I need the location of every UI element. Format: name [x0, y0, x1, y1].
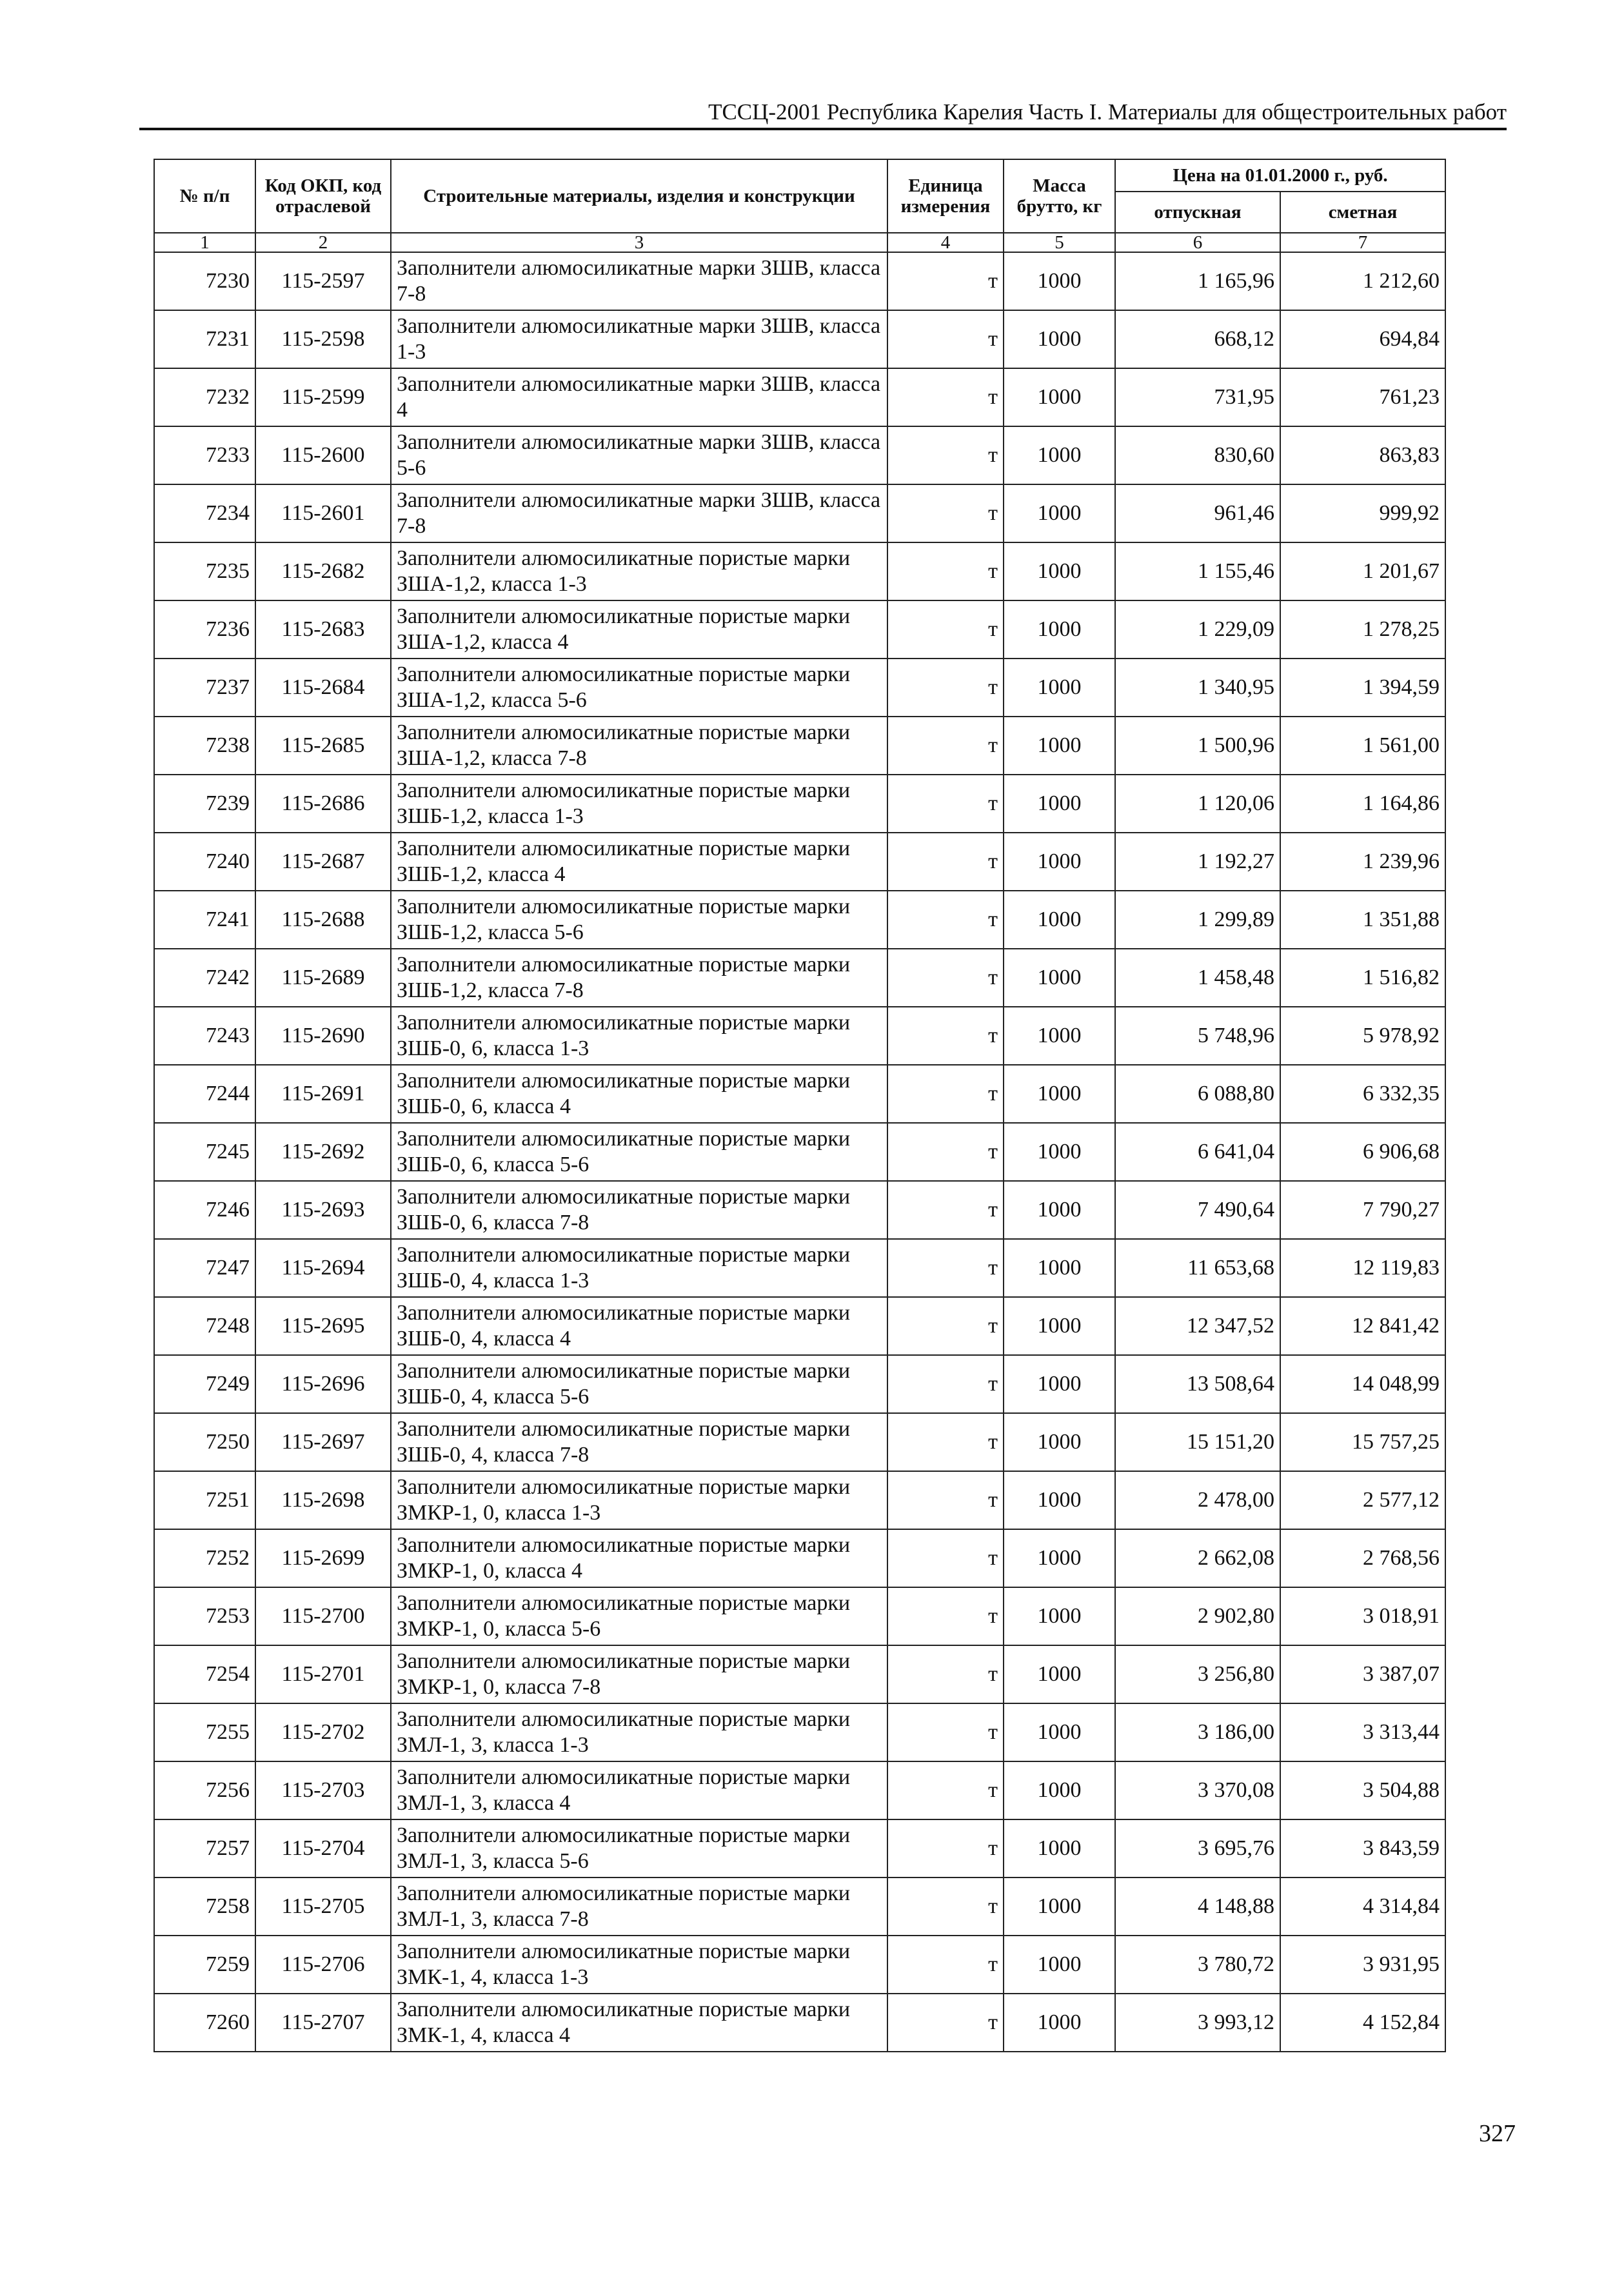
material-name: Заполнители алюмосиликатные пористые марки ЗША-1,2, класса 4 — [391, 600, 887, 659]
price-release: 2 902,80 — [1115, 1587, 1280, 1645]
price-release: 668,12 — [1115, 310, 1280, 368]
table-row — [154, 1819, 1445, 1878]
table-row — [154, 659, 1445, 717]
okp-code: 115-2698 — [255, 1471, 391, 1529]
table-row — [154, 1471, 1445, 1529]
table-row — [154, 1936, 1445, 1994]
row-number: 7243 — [154, 1007, 255, 1065]
column-number: 6 — [1115, 233, 1280, 252]
table-row — [154, 775, 1445, 833]
price-estimate: 12 119,83 — [1280, 1239, 1445, 1297]
price-estimate: 1 201,67 — [1280, 542, 1445, 600]
row-number: 7234 — [154, 484, 255, 542]
row-number: 7231 — [154, 310, 255, 368]
row-number: 7250 — [154, 1413, 255, 1471]
price-release: 5 748,96 — [1115, 1007, 1280, 1065]
price-release: 1 500,96 — [1115, 717, 1280, 775]
okp-code: 115-2691 — [255, 1065, 391, 1123]
okp-code: 115-2706 — [255, 1936, 391, 1994]
material-name: Заполнители алюмосиликатные пористые марки ЗША-1,2, класса 5-6 — [391, 659, 887, 717]
row-number: 7246 — [154, 1181, 255, 1239]
gross-mass: 1000 — [1004, 1761, 1115, 1819]
gross-mass: 1000 — [1004, 1181, 1115, 1239]
okp-code: 115-2694 — [255, 1239, 391, 1297]
unit-of-measure: т — [887, 1355, 1004, 1413]
okp-code: 115-2702 — [255, 1703, 391, 1761]
price-estimate: 6 332,35 — [1280, 1065, 1445, 1123]
price-estimate: 863,83 — [1280, 426, 1445, 484]
table-row — [154, 1587, 1445, 1645]
unit-of-measure: т — [887, 310, 1004, 368]
gross-mass: 1000 — [1004, 1878, 1115, 1936]
material-name: Заполнители алюмосиликатные пористые марки ЗШБ-0, 6, класса 1-3 — [391, 1007, 887, 1065]
unit-of-measure: т — [887, 1181, 1004, 1239]
gross-mass: 1000 — [1004, 1645, 1115, 1703]
material-name: Заполнители алюмосиликатные пористые марки ЗШБ-0, 4, класса 5-6 — [391, 1355, 887, 1413]
material-name: Заполнители алюмосиликатные пористые марки ЗМКР-1, 0, класса 1-3 — [391, 1471, 887, 1529]
price-release: 1 340,95 — [1115, 659, 1280, 717]
unit-of-measure: т — [887, 833, 1004, 891]
unit-of-measure: т — [887, 891, 1004, 949]
row-number: 7233 — [154, 426, 255, 484]
unit-of-measure: т — [887, 949, 1004, 1007]
table-row — [154, 1297, 1445, 1355]
unit-of-measure: т — [887, 1529, 1004, 1587]
price-release: 3 695,76 — [1115, 1819, 1280, 1878]
row-number: 7252 — [154, 1529, 255, 1587]
gross-mass: 1000 — [1004, 717, 1115, 775]
unit-of-measure: т — [887, 659, 1004, 717]
material-name: Заполнители алюмосиликатные пористые марки ЗМК-1, 4, класса 4 — [391, 1994, 887, 2052]
material-name: Заполнители алюмосиликатные марки ЗШВ, класса 4 — [391, 368, 887, 426]
price-estimate: 3 387,07 — [1280, 1645, 1445, 1703]
gross-mass: 1000 — [1004, 252, 1115, 310]
header-price-estimate: сметная — [1280, 192, 1445, 233]
okp-code: 115-2707 — [255, 1994, 391, 2052]
header-name: Строительные материалы, изделия и конструкции — [391, 159, 887, 233]
price-estimate: 761,23 — [1280, 368, 1445, 426]
okp-code: 115-2682 — [255, 542, 391, 600]
row-number: 7249 — [154, 1355, 255, 1413]
gross-mass: 1000 — [1004, 1994, 1115, 2052]
okp-code: 115-2601 — [255, 484, 391, 542]
table-row — [154, 833, 1445, 891]
price-release: 11 653,68 — [1115, 1239, 1280, 1297]
gross-mass: 1000 — [1004, 659, 1115, 717]
column-number: 7 — [1280, 233, 1445, 252]
price-release: 961,46 — [1115, 484, 1280, 542]
material-name: Заполнители алюмосиликатные пористые марки ЗМЛ-1, 3, класса 5-6 — [391, 1819, 887, 1878]
gross-mass: 1000 — [1004, 1007, 1115, 1065]
price-release: 6 641,04 — [1115, 1123, 1280, 1181]
header-num: № п/п — [154, 159, 255, 233]
okp-code: 115-2703 — [255, 1761, 391, 1819]
table-row — [154, 426, 1445, 484]
material-name: Заполнители алюмосиликатные пористые марки ЗШБ-1,2, класса 1-3 — [391, 775, 887, 833]
unit-of-measure: т — [887, 542, 1004, 600]
price-release: 3 256,80 — [1115, 1645, 1280, 1703]
price-estimate: 1 239,96 — [1280, 833, 1445, 891]
okp-code: 115-2695 — [255, 1297, 391, 1355]
price-estimate: 12 841,42 — [1280, 1297, 1445, 1355]
material-name: Заполнители алюмосиликатные пористые марки ЗШБ-0, 4, класса 7-8 — [391, 1413, 887, 1471]
column-number: 1 — [154, 233, 255, 252]
price-estimate: 3 018,91 — [1280, 1587, 1445, 1645]
material-name: Заполнители алюмосиликатные пористые марки ЗШБ-1,2, класса 4 — [391, 833, 887, 891]
header-price-group: Цена на 01.01.2000 г., руб. — [1115, 159, 1445, 192]
unit-of-measure: т — [887, 1471, 1004, 1529]
okp-code: 115-2683 — [255, 600, 391, 659]
price-estimate: 2 768,56 — [1280, 1529, 1445, 1587]
price-estimate: 1 164,86 — [1280, 775, 1445, 833]
price-estimate: 4 152,84 — [1280, 1994, 1445, 2052]
table-row — [154, 1123, 1445, 1181]
gross-mass: 1000 — [1004, 1703, 1115, 1761]
row-number: 7251 — [154, 1471, 255, 1529]
price-release: 1 120,06 — [1115, 775, 1280, 833]
price-estimate: 2 577,12 — [1280, 1471, 1445, 1529]
table-row — [154, 1761, 1445, 1819]
header-unit: Единица измерения — [887, 159, 1004, 233]
unit-of-measure: т — [887, 368, 1004, 426]
price-estimate: 7 790,27 — [1280, 1181, 1445, 1239]
material-name: Заполнители алюмосиликатные пористые марки ЗШБ-0, 6, класса 4 — [391, 1065, 887, 1123]
material-name: Заполнители алюмосиликатные пористые марки ЗШБ-0, 4, класса 4 — [391, 1297, 887, 1355]
row-number: 7259 — [154, 1936, 255, 1994]
unit-of-measure: т — [887, 1297, 1004, 1355]
material-name: Заполнители алюмосиликатные пористые марки ЗШБ-0, 6, класса 5-6 — [391, 1123, 887, 1181]
gross-mass: 1000 — [1004, 1239, 1115, 1297]
row-number: 7245 — [154, 1123, 255, 1181]
row-number: 7248 — [154, 1297, 255, 1355]
table-row — [154, 1007, 1445, 1065]
table-row — [154, 891, 1445, 949]
table-row — [154, 1181, 1445, 1239]
table-row — [154, 1065, 1445, 1123]
unit-of-measure: т — [887, 1123, 1004, 1181]
price-estimate: 1 516,82 — [1280, 949, 1445, 1007]
row-number: 7236 — [154, 600, 255, 659]
okp-code: 115-2693 — [255, 1181, 391, 1239]
okp-code: 115-2692 — [255, 1123, 391, 1181]
price-estimate: 3 313,44 — [1280, 1703, 1445, 1761]
gross-mass: 1000 — [1004, 891, 1115, 949]
okp-code: 115-2699 — [255, 1529, 391, 1587]
unit-of-measure: т — [887, 717, 1004, 775]
price-estimate: 1 212,60 — [1280, 252, 1445, 310]
material-name: Заполнители алюмосиликатные пористые марки ЗМКР-1, 0, класса 5-6 — [391, 1587, 887, 1645]
gross-mass: 1000 — [1004, 775, 1115, 833]
unit-of-measure: т — [887, 1587, 1004, 1645]
unit-of-measure: т — [887, 1819, 1004, 1878]
gross-mass: 1000 — [1004, 1355, 1115, 1413]
price-release: 731,95 — [1115, 368, 1280, 426]
row-number: 7239 — [154, 775, 255, 833]
price-release: 3 993,12 — [1115, 1994, 1280, 2052]
column-number: 5 — [1004, 233, 1115, 252]
material-name: Заполнители алюмосиликатные марки ЗШВ, класса 7-8 — [391, 484, 887, 542]
table-row — [154, 1413, 1445, 1471]
price-release: 3 370,08 — [1115, 1761, 1280, 1819]
price-estimate: 694,84 — [1280, 310, 1445, 368]
unit-of-measure: т — [887, 1994, 1004, 2052]
material-name: Заполнители алюмосиликатные пористые марки ЗМКР-1, 0, класса 7-8 — [391, 1645, 887, 1703]
gross-mass: 1000 — [1004, 1529, 1115, 1587]
table-row — [154, 1645, 1445, 1703]
material-name: Заполнители алюмосиликатные пористые марки ЗШБ-0, 6, класса 7-8 — [391, 1181, 887, 1239]
price-estimate: 1 351,88 — [1280, 891, 1445, 949]
material-name: Заполнители алюмосиликатные пористые марки ЗМЛ-1, 3, класса 1-3 — [391, 1703, 887, 1761]
price-estimate: 999,92 — [1280, 484, 1445, 542]
price-release: 2 478,00 — [1115, 1471, 1280, 1529]
gross-mass: 1000 — [1004, 310, 1115, 368]
table-row — [154, 1994, 1445, 2052]
gross-mass: 1000 — [1004, 484, 1115, 542]
gross-mass: 1000 — [1004, 1297, 1115, 1355]
okp-code: 115-2696 — [255, 1355, 391, 1413]
price-estimate: 6 906,68 — [1280, 1123, 1445, 1181]
column-number-row — [154, 233, 1445, 252]
unit-of-measure: т — [887, 1878, 1004, 1936]
table-row — [154, 1355, 1445, 1413]
okp-code: 115-2700 — [255, 1587, 391, 1645]
page-number: 327 — [1479, 2120, 1516, 2147]
table-row — [154, 1878, 1445, 1936]
okp-code: 115-2687 — [255, 833, 391, 891]
row-number: 7241 — [154, 891, 255, 949]
price-estimate: 4 314,84 — [1280, 1878, 1445, 1936]
column-number: 4 — [887, 233, 1004, 252]
gross-mass: 1000 — [1004, 600, 1115, 659]
price-estimate: 3 931,95 — [1280, 1936, 1445, 1994]
material-name: Заполнители алюмосиликатные пористые марки ЗМК-1, 4, класса 1-3 — [391, 1936, 887, 1994]
okp-code: 115-2598 — [255, 310, 391, 368]
okp-code: 115-2689 — [255, 949, 391, 1007]
material-name: Заполнители алюмосиликатные пористые марки ЗША-1,2, класса 1-3 — [391, 542, 887, 600]
okp-code: 115-2685 — [255, 717, 391, 775]
row-number: 7260 — [154, 1994, 255, 2052]
price-table — [153, 159, 1446, 2052]
gross-mass: 1000 — [1004, 1123, 1115, 1181]
okp-code: 115-2701 — [255, 1645, 391, 1703]
unit-of-measure: т — [887, 484, 1004, 542]
material-name: Заполнители алюмосиликатные марки ЗШВ, класса 5-6 — [391, 426, 887, 484]
page-header-title: ТССЦ-2001 Республика Карелия Часть I. Материалы для общестроительных работ — [708, 99, 1507, 124]
material-name: Заполнители алюмосиликатные пористые марки ЗШБ-0, 4, класса 1-3 — [391, 1239, 887, 1297]
price-release: 1 165,96 — [1115, 252, 1280, 310]
unit-of-measure: т — [887, 426, 1004, 484]
row-number: 7253 — [154, 1587, 255, 1645]
price-release: 1 299,89 — [1115, 891, 1280, 949]
unit-of-measure: т — [887, 1936, 1004, 1994]
price-release: 2 662,08 — [1115, 1529, 1280, 1587]
price-release: 13 508,64 — [1115, 1355, 1280, 1413]
gross-mass: 1000 — [1004, 833, 1115, 891]
header-price-release: отпускная — [1115, 192, 1280, 233]
table-row — [154, 252, 1445, 310]
material-name: Заполнители алюмосиликатные марки ЗШВ, класса 7-8 — [391, 252, 887, 310]
price-release: 1 229,09 — [1115, 600, 1280, 659]
gross-mass: 1000 — [1004, 1065, 1115, 1123]
row-number: 7255 — [154, 1703, 255, 1761]
unit-of-measure: т — [887, 775, 1004, 833]
unit-of-measure: т — [887, 1239, 1004, 1297]
row-number: 7235 — [154, 542, 255, 600]
price-estimate: 14 048,99 — [1280, 1355, 1445, 1413]
unit-of-measure: т — [887, 252, 1004, 310]
row-number: 7232 — [154, 368, 255, 426]
price-release: 3 186,00 — [1115, 1703, 1280, 1761]
material-name: Заполнители алюмосиликатные пористые марки ЗМЛ-1, 3, класса 7-8 — [391, 1878, 887, 1936]
row-number: 7238 — [154, 717, 255, 775]
price-release: 7 490,64 — [1115, 1181, 1280, 1239]
table-row — [154, 310, 1445, 368]
row-number: 7247 — [154, 1239, 255, 1297]
okp-code: 115-2705 — [255, 1878, 391, 1936]
material-name: Заполнители алюмосиликатные пористые марки ЗМЛ-1, 3, класса 4 — [391, 1761, 887, 1819]
price-release: 3 780,72 — [1115, 1936, 1280, 1994]
price-release: 1 192,27 — [1115, 833, 1280, 891]
gross-mass: 1000 — [1004, 1936, 1115, 1994]
price-release: 830,60 — [1115, 426, 1280, 484]
row-number: 7242 — [154, 949, 255, 1007]
row-number: 7257 — [154, 1819, 255, 1878]
table-row — [154, 542, 1445, 600]
table-row — [154, 1239, 1445, 1297]
unit-of-measure: т — [887, 1007, 1004, 1065]
gross-mass: 1000 — [1004, 1413, 1115, 1471]
okp-code: 115-2599 — [255, 368, 391, 426]
unit-of-measure: т — [887, 600, 1004, 659]
unit-of-measure: т — [887, 1065, 1004, 1123]
price-estimate: 5 978,92 — [1280, 1007, 1445, 1065]
gross-mass: 1000 — [1004, 1587, 1115, 1645]
gross-mass: 1000 — [1004, 368, 1115, 426]
row-number: 7237 — [154, 659, 255, 717]
okp-code: 115-2686 — [255, 775, 391, 833]
table-body — [154, 252, 1445, 2052]
okp-code: 115-2597 — [255, 252, 391, 310]
table-row — [154, 1529, 1445, 1587]
header-mass: Масса брутто, кг — [1004, 159, 1115, 233]
row-number: 7258 — [154, 1878, 255, 1936]
table-row — [154, 484, 1445, 542]
row-number: 7230 — [154, 252, 255, 310]
row-number: 7240 — [154, 833, 255, 891]
price-release: 15 151,20 — [1115, 1413, 1280, 1471]
row-number: 7254 — [154, 1645, 255, 1703]
unit-of-measure: т — [887, 1413, 1004, 1471]
table-header — [154, 159, 1445, 252]
column-number: 3 — [391, 233, 887, 252]
material-name: Заполнители алюмосиликатные пористые марки ЗША-1,2, класса 7-8 — [391, 717, 887, 775]
okp-code: 115-2688 — [255, 891, 391, 949]
okp-code: 115-2600 — [255, 426, 391, 484]
material-name: Заполнители алюмосиликатные пористые марки ЗШБ-1,2, класса 5-6 — [391, 891, 887, 949]
header-divider — [139, 128, 1507, 130]
price-release: 12 347,52 — [1115, 1297, 1280, 1355]
gross-mass: 1000 — [1004, 542, 1115, 600]
price-estimate: 1 278,25 — [1280, 600, 1445, 659]
okp-code: 115-2690 — [255, 1007, 391, 1065]
price-estimate: 15 757,25 — [1280, 1413, 1445, 1471]
price-release: 6 088,80 — [1115, 1065, 1280, 1123]
table-row — [154, 1703, 1445, 1761]
okp-code: 115-2684 — [255, 659, 391, 717]
table-row — [154, 368, 1445, 426]
header-code: Код ОКП, код отраслевой — [255, 159, 391, 233]
price-estimate: 1 394,59 — [1280, 659, 1445, 717]
table-row — [154, 600, 1445, 659]
price-estimate: 3 843,59 — [1280, 1819, 1445, 1878]
row-number: 7256 — [154, 1761, 255, 1819]
gross-mass: 1000 — [1004, 426, 1115, 484]
price-release: 1 458,48 — [1115, 949, 1280, 1007]
price-release: 1 155,46 — [1115, 542, 1280, 600]
price-estimate: 3 504,88 — [1280, 1761, 1445, 1819]
gross-mass: 1000 — [1004, 1471, 1115, 1529]
column-number: 2 — [255, 233, 391, 252]
okp-code: 115-2697 — [255, 1413, 391, 1471]
table-row — [154, 949, 1445, 1007]
price-estimate: 1 561,00 — [1280, 717, 1445, 775]
material-name: Заполнители алюмосиликатные пористые марки ЗМКР-1, 0, класса 4 — [391, 1529, 887, 1587]
gross-mass: 1000 — [1004, 949, 1115, 1007]
row-number: 7244 — [154, 1065, 255, 1123]
gross-mass: 1000 — [1004, 1819, 1115, 1878]
table-row — [154, 717, 1445, 775]
unit-of-measure: т — [887, 1761, 1004, 1819]
unit-of-measure: т — [887, 1645, 1004, 1703]
price-release: 4 148,88 — [1115, 1878, 1280, 1936]
unit-of-measure: т — [887, 1703, 1004, 1761]
okp-code: 115-2704 — [255, 1819, 391, 1878]
material-name: Заполнители алюмосиликатные марки ЗШВ, класса 1-3 — [391, 310, 887, 368]
material-name: Заполнители алюмосиликатные пористые марки ЗШБ-1,2, класса 7-8 — [391, 949, 887, 1007]
